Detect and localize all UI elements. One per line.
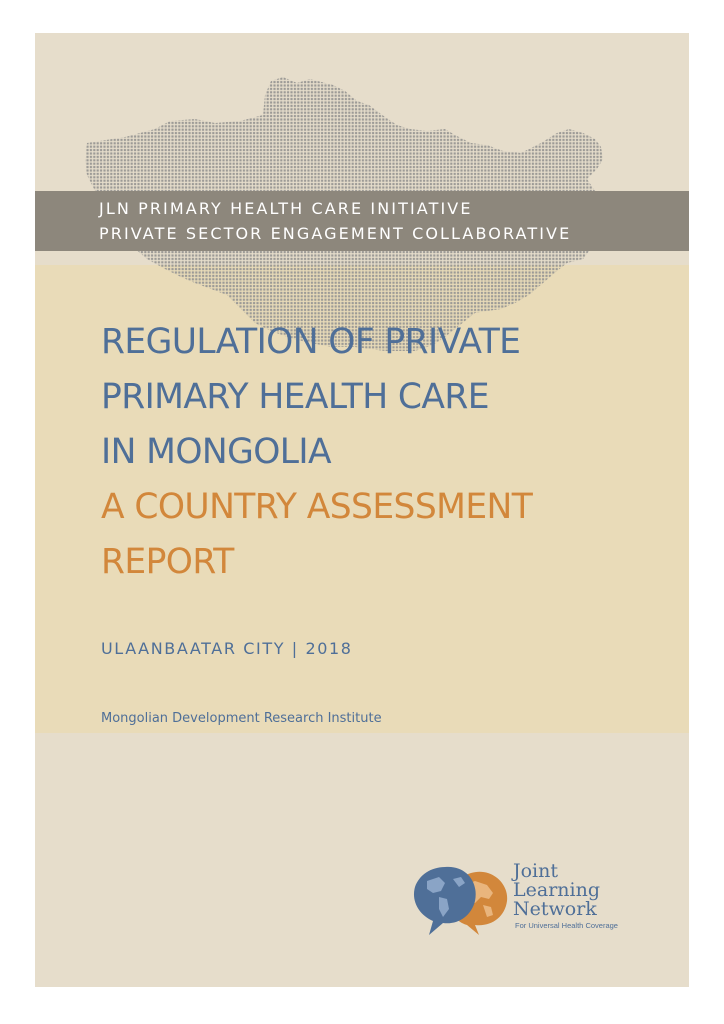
- institute-name: Mongolian Development Research Institute: [101, 711, 382, 726]
- report-subtitle-line-2: REPORT: [101, 542, 234, 582]
- logo-word-joint: Joint: [513, 860, 559, 882]
- logo-tagline: For Universal Health Coverage: [515, 921, 618, 930]
- banner-line-1: JLN PRIMARY HEALTH CARE INITIATIVE: [99, 199, 473, 218]
- report-title-line-2: PRIMARY HEALTH CARE: [101, 377, 489, 417]
- jln-logo: [409, 851, 649, 941]
- speech-bubble-globe-icon: [409, 851, 513, 941]
- initiative-banner: [35, 191, 689, 251]
- location-year: ULAANBAATAR CITY | 2018: [101, 639, 353, 658]
- report-cover: [35, 33, 689, 987]
- report-title-line-1: REGULATION OF PRIVATE: [101, 322, 521, 362]
- report-title-line-3: IN MONGOLIA: [101, 432, 331, 472]
- report-subtitle-line-1: A COUNTRY ASSESSMENT: [101, 487, 533, 527]
- logo-word-learning: Learning: [513, 879, 600, 901]
- logo-word-network: Network: [513, 898, 597, 920]
- banner-line-2: PRIVATE SECTOR ENGAGEMENT COLLABORATIVE: [99, 224, 572, 243]
